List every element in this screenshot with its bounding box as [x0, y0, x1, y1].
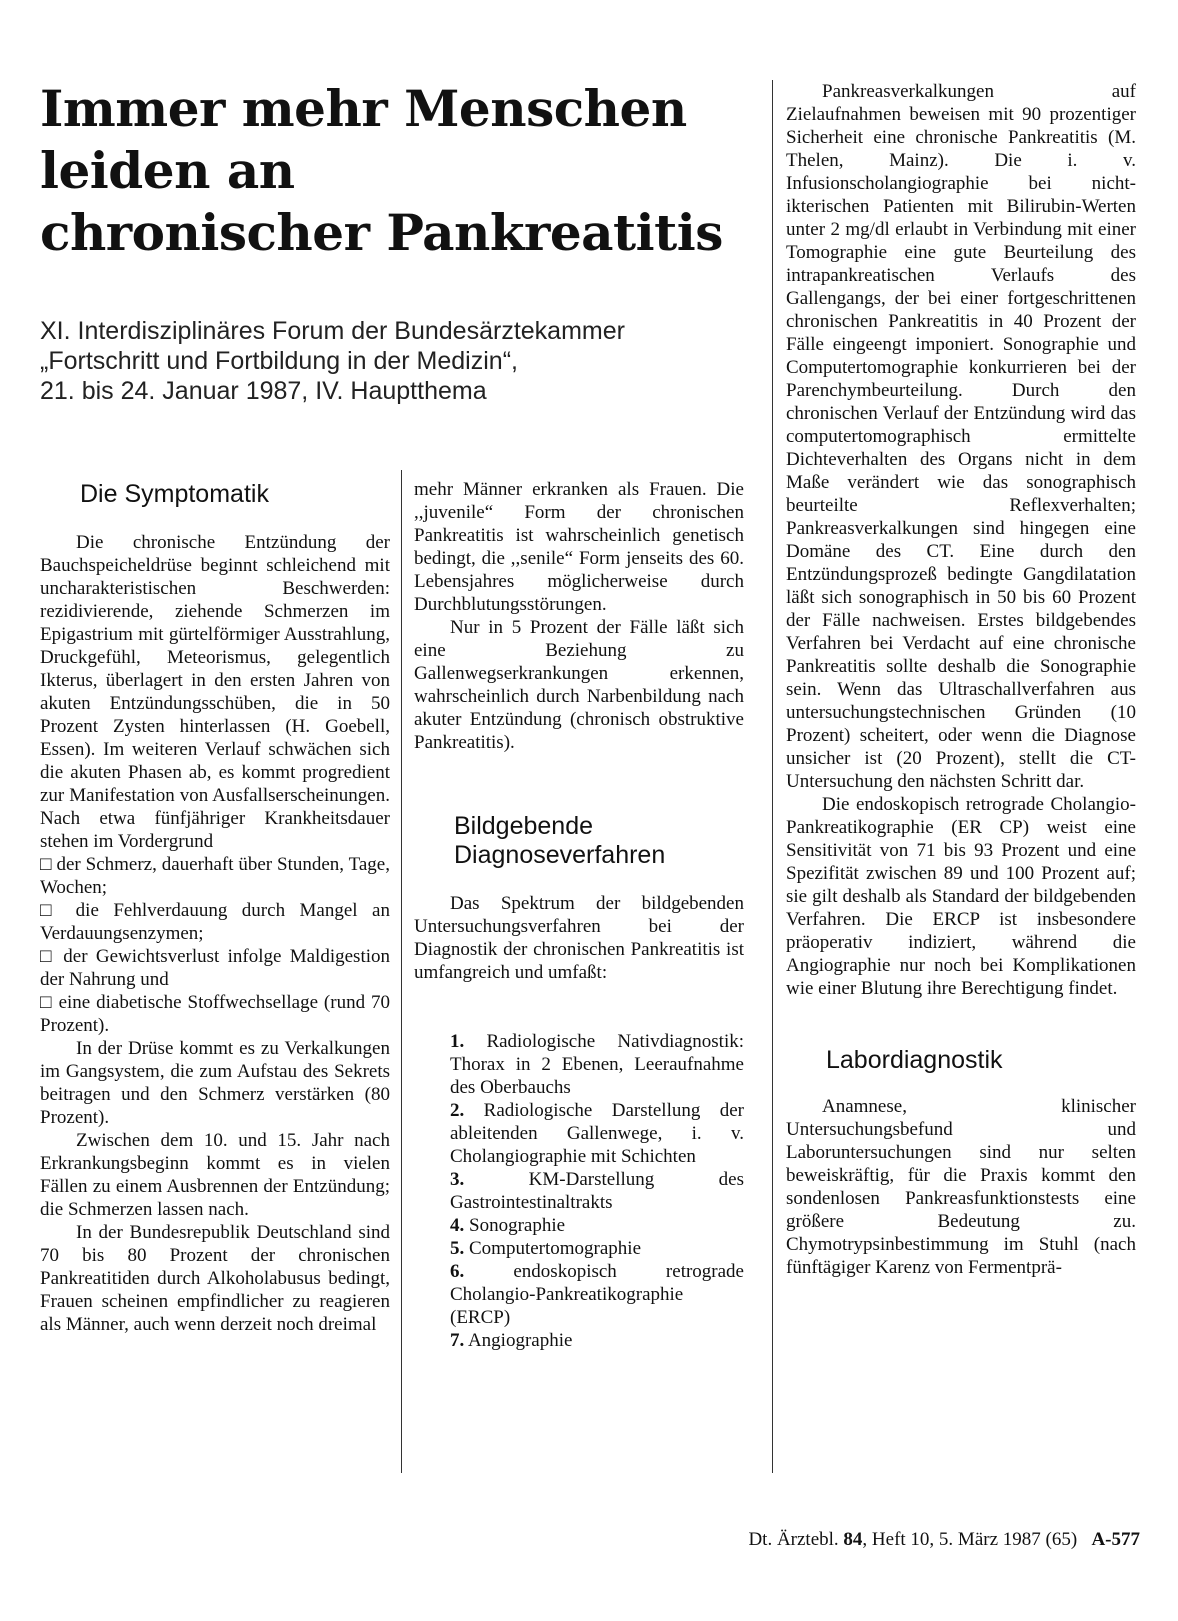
paragraph: Die endoskopisch retrograde Cholangio-Pankreatikographie (ER CP) weist eine Sensitivität von 71 bis 93 Prozent und eine Spezifität zwischen 89 und 100 Prozent auf; sie gilt deshalb als Standard der bildgebenden Verfahren. Die ERCP ist insbesondere präoperativ indiziert, während die Angiographie nur noch bei Komplikationen wie einer Blutung ihre Berechtigung findet. [786, 794, 1136, 999]
section-heading-symptomatik: Die Symptomatik [80, 480, 269, 508]
page-footer [600, 1528, 1140, 1551]
bullet-item: □ die Fehlverdauung durch Mangel an Verdauungsenzymen; [40, 900, 390, 944]
article-subtitle [40, 316, 760, 406]
title-line: leiden an [40, 141, 295, 200]
section-heading-labordiagnostik: Labordiagnostik [826, 1046, 1003, 1074]
journal-name: Dt. Ärztebl. [748, 1529, 839, 1550]
column-divider [772, 80, 773, 1473]
subtitle-line: 21. bis 24. Januar 1987, IV. Hauptthema [40, 377, 487, 405]
list-item: 6. endoskopisch retrograde Cholangio-Pankreatikographie (ERCP) [450, 1261, 744, 1328]
paragraph: Das Spektrum der bildgebenden Untersuchungsverfahren bei der Diagnostik der chronischen Pankreatitis ist umfangreich und umfaßt: [414, 893, 744, 983]
paragraph: Die chronische Entzündung der Bauchspeicheldrüse beginnt schleichend mit uncharakteristischen Beschwerden: rezidivierende, ziehende Schmerzen im Epigastrium mit gürtelförmiger Ausstrahlung, Druckgefühl, Meteorismus, gelegentlich Ikterus, überlagert in den ersten Jahren von akuten Entzündungsschüben, die in 50 Prozent Zysten hinterlassen (H. Goebell, Essen). Im weiteren Verlauf schwächen sich die akuten Phasen ab, es kommt progredient zur Manifestation von Ausfallserscheinungen. Nach etwa fünfjähriger Krankheitsdauer stehen im Vordergrund [40, 532, 390, 852]
list-item: 7. Angiographie [450, 1330, 573, 1351]
left-column [40, 478, 390, 1336]
paragraph: mehr Männer erkranken als Frauen. Die ,,juvenile“ Form der chronischen Pankreatitis ist wahrscheinlich genetisch bedingt, die ,,senile“ Form jenseits des 60. Lebensjahres möglicherweise durch Durchblutungsstörungen. [414, 479, 744, 615]
title-line: Immer mehr Menschen [40, 79, 687, 138]
list-item: 5. Computertomographie [450, 1238, 642, 1259]
paragraph: Zwischen dem 10. und 15. Jahr nach Erkrankungsbeginn kommt es in vielen Fällen zu einem Ausbrennen der Entzündung; die Schmerzen lassen nach. [40, 1130, 390, 1220]
title-line: chronischer Pankreatitis [40, 203, 723, 262]
bullet-item: □ eine diabetische Stoffwechsellage (rund 70 Prozent). [40, 992, 390, 1036]
list-item: 3. KM-Darstellung des Gastrointestinaltrakts [450, 1169, 745, 1213]
column-divider [401, 470, 402, 1473]
list-item: 1. Radiologische Nativdiagnostik: Thorax in 2 Ebenen, Leeraufnahme des Oberbauchs [450, 1031, 745, 1098]
subtitle-line: „Fortschritt und Fortbildung in der Medizin“, [40, 347, 518, 375]
right-column [786, 80, 1136, 1279]
list-item: 4. Sonographie [450, 1215, 566, 1236]
paragraph: Nur in 5 Prozent der Fälle läßt sich eine Beziehung zu Gallenwegserkrankungen erkennen, wahrscheinlich durch Narbenbildung nach akuter Entzündung (chronisch obstruktive Pankreatitis). [414, 617, 744, 753]
journal-volume: 84 [843, 1529, 863, 1550]
middle-column [414, 478, 744, 1352]
paragraph: In der Drüse kommt es zu Verkalkungen im Gangsystem, die zum Aufstau des Sekrets beitragen und den Schmerz verstärken (80 Prozent). [40, 1038, 390, 1128]
list-item: 2. Radiologische Darstellung der ableitenden Gallenwege, i. v. Cholangiographie mit Schichten [450, 1100, 745, 1167]
issue-info: , Heft 10, 5. März 1987 (65) [862, 1529, 1078, 1550]
bullet-item: □ der Schmerz, dauerhaft über Stunden, Tage, Wochen; [40, 854, 390, 898]
paragraph: In der Bundesrepublik Deutschland sind 70 bis 80 Prozent der chronischen Pankreatitiden durch Alkoholabusus bedingt, Frauen scheinen empfindlicher zu reagieren als Männer, auch wenn derzeit noch dreimal [40, 1222, 390, 1335]
subtitle-line: XI. Interdisziplinäres Forum der Bundesärztekammer [40, 317, 625, 345]
article-title [40, 78, 760, 264]
paragraph: Pankreasverkalkungen auf Zielaufnahmen beweisen mit 90 prozentiger Sicherheit eine chronische Pankreatitis (M. Thelen, Mainz). Die i. v. Infusionscholangiographie bei nicht-ikterischen Patienten mit Bilirubin-Werten unter 2 mg/dl erlaubt in Verbindung mit einer Tomographie eine gute Beurteilung des intrapankreatischen Verlaufs des Gallengangs, der bei einer fortgeschrittenen chronischen Pankreatitis in 40 Prozent der Fälle eingeengt imponiert. Sonographie und Computertomographie konkurrieren bei der Parenchymbeurteilung. Durch den chronischen Verlauf der Entzündung wird das computertomographisch ermittelte Dichteverhalten des Organs nicht in dem Maße verändert wie das sonographisch beurteilte Reflexverhalten; Pankreasverkalkungen sind hingegen eine Domäne des CT. Eine durch den Entzündungsprozeß bedingte Gangdilatation läßt sich sonographisch in 50 bis 60 Prozent der Fälle nachweisen. Erstes bildgebendes Verfahren bei Verdacht auf eine chronische Pankreatitis sollte deshalb die Sonographie sein. Wenn das Ultraschallverfahren aus untersuchungstechnischen Gründen (10 Prozent) scheitert, oder wenn die Diagnose unsicher ist (20 Prozent), stellt die CT-Untersuchung den nächsten Schritt dar. [786, 81, 1136, 792]
bullet-item: □ der Gewichtsverlust infolge Maldigestion der Nahrung und [40, 946, 390, 990]
diagnostic-method-list [414, 1030, 744, 1352]
paragraph: Anamnese, klinischer Untersuchungsbefund und Laboruntersuchungen sind nur selten beweiskräftig, für die Praxis kommt den sondenlosen Pankreasfunktionstests eine größere Bedeutung zu. Chymotrypsinbestimmung im Stuhl (nach fünftägiger Karenz von Fermentprä- [786, 1096, 1136, 1278]
page-number: A-577 [1091, 1529, 1140, 1550]
section-heading-bildgebende: Bildgebende Diagnoseverfahren [454, 812, 666, 869]
